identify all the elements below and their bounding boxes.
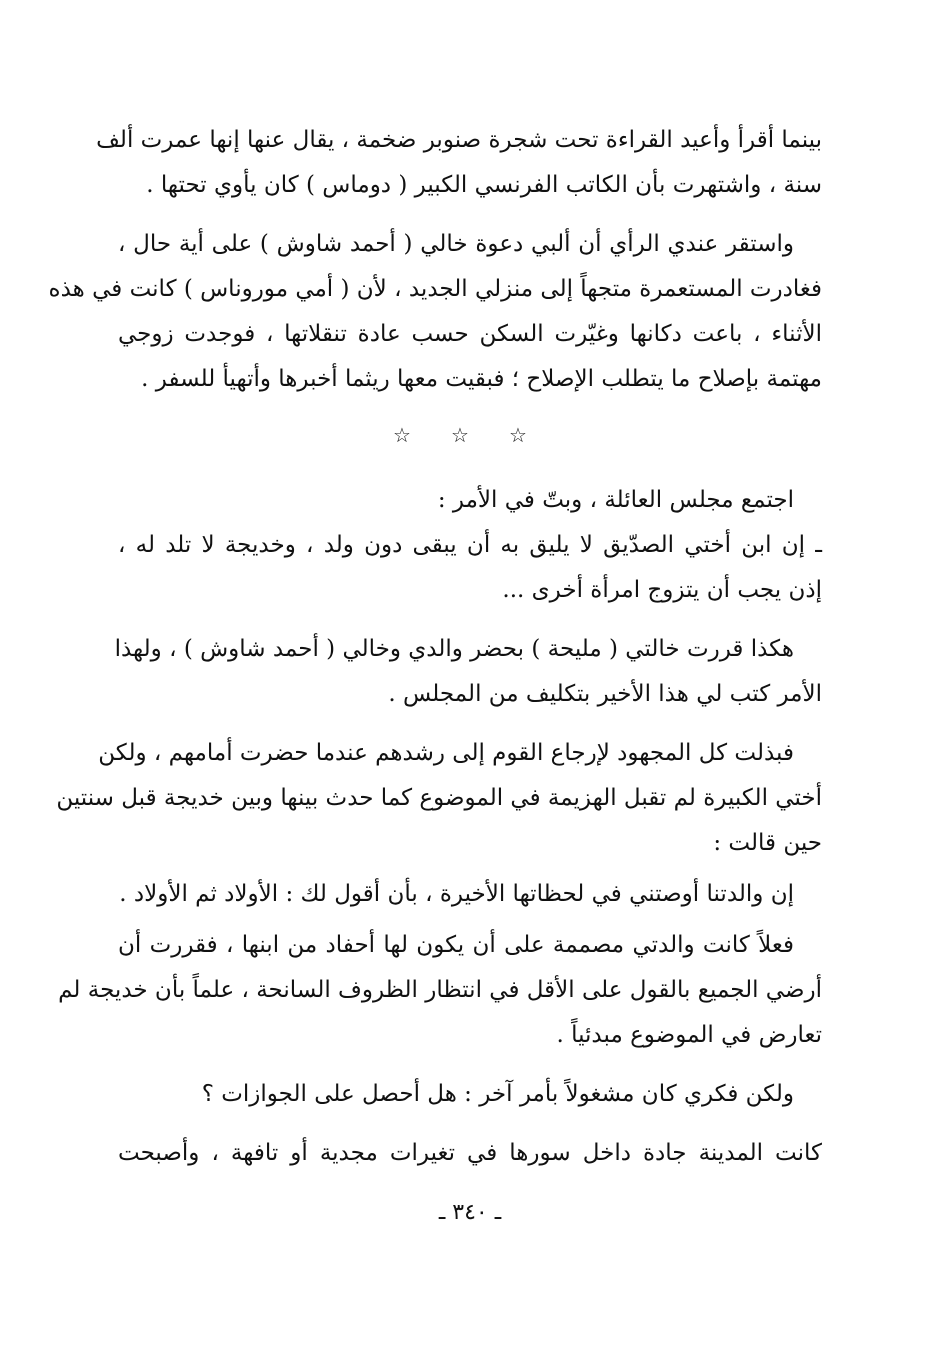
paragraph-3: [118, 478, 822, 523]
paragraph-8: [118, 923, 822, 968]
text-line: فبذلت كل المجهود لإرجاع القوم إلى رشدهم عندما حضرت أمامهم ، ولكن: [98, 740, 794, 766]
paragraph-5: [114, 627, 822, 672]
paragraph-1: [96, 118, 822, 208]
paragraph-9: [118, 1072, 822, 1117]
paragraph-6: [98, 731, 822, 776]
text-line: ولكن فكري كان مشغولاً بأمر آخر : هل أحصل على الجوازات ؟: [201, 1081, 794, 1107]
star-icon: ☆: [393, 423, 411, 447]
text-line: الأمر كتب لي هذا الأخير بتكليف من المجلس .: [388, 681, 822, 707]
text-line: بينما أقرأ وأعيد القراءة تحت شجرة صنوبر ضخمة ، يقال عنها إنها عمرت ألف: [96, 127, 822, 153]
text-line: كانت المدينة جادة داخل سورها في تغيرات مجدية أو تافهة ، وأصبحت: [118, 1140, 822, 1166]
text-line: هكذا قررت خالتي ( مليحة ) بحضر والدي وخالي ( أحمد شاوش ) ، ولهذا: [114, 636, 794, 662]
paragraph-7: [118, 872, 822, 917]
paragraph-10: [118, 1131, 822, 1176]
star-icon: ☆: [451, 423, 469, 447]
text-line: أختي الكبيرة لم تقبل الهزيمة في الموضوع كما حدث بينها وبين خديجة قبل سنتين: [56, 785, 822, 811]
text-line: فغادرت المستعمرة متجهاً إلى منزلي الجديد ، لأن ( أمي موروناس ) كانت في هذه: [48, 276, 822, 302]
bottom-text-block: [56, 478, 822, 1176]
text-line: حين قالت :: [713, 830, 822, 856]
star-icon: ☆: [509, 423, 527, 447]
section-separator: [390, 420, 530, 450]
paragraph-2: [118, 222, 822, 267]
text-line: اجتمع مجلس العائلة ، وبتّ في الأمر :: [437, 487, 794, 513]
text-line: فعلاً كانت والدتي مصممة على أن يكون لها أحفاد من ابنها ، فقررت أن: [118, 932, 794, 958]
text-line: ـ إن ابن أختي الصدّيق لا يليق به أن يبقى دون ولد ، وخديجة لا تلد له ،: [118, 532, 822, 558]
paragraph-2-cont: [48, 267, 822, 402]
text-line: إن والدتنا أوصتني في لحظاتها الأخيرة ، بأن أقول لك : الأولاد ثم الأولاد .: [119, 881, 794, 907]
paragraph-8-cont: [58, 968, 822, 1058]
text-line: أرضي الجميع بالقول على الأقل في انتظار الظروف السانحة ، علماً بأن خديجة لم: [58, 977, 822, 1003]
text-line: تعارض في الموضوع مبدئياً .: [556, 1022, 822, 1048]
top-text-block: [48, 118, 822, 402]
text-line: سنة ، واشتهرت بأن الكاتب الفرنسي الكبير ( دوماس ) كان يأوي تحتها .: [146, 172, 822, 198]
page-number: ـ ٣٤٠ ـ: [438, 1200, 502, 1225]
text-line: مهتمة بإصلاح ما يتطلب الإصلاح ؛ فبقيت معها ريثما أخبرها وأتهيأ للسفر .: [141, 366, 822, 392]
paragraph-6-cont: [56, 776, 822, 866]
paragraph-4: [118, 523, 822, 613]
paragraph-5-cont: [118, 672, 822, 717]
text-line: الأثناء ، باعت دكانها وغيّرت السكن حسب عادة تنقلاتها ، فوجدت زوجي: [118, 321, 822, 347]
text-line: إذن يجب أن يتزوج امرأة أخرى ...: [502, 577, 822, 603]
text-line: واستقر عندي الرأي أن ألبي دعوة خالي ( أحمد شاوش ) على أية حال ،: [118, 231, 794, 257]
